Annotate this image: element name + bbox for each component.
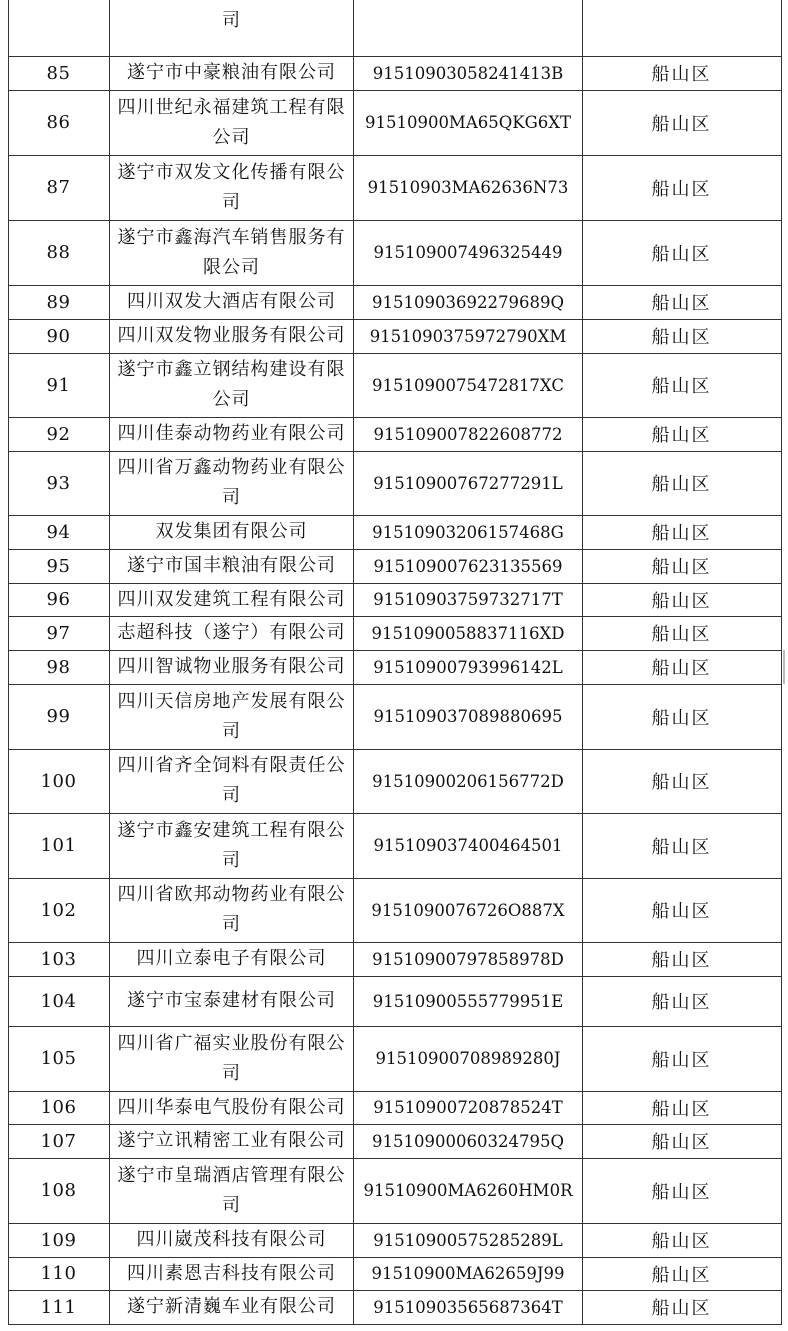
row-number-cell (8, 451, 109, 515)
credit-code-cell (354, 90, 582, 155)
company-name-cell-text: 四川省万鑫动物药业有限公司 (117, 457, 346, 508)
row-divider (8, 650, 781, 651)
row-divider (8, 1290, 781, 1291)
row-divider (8, 417, 781, 418)
row-number-cell (8, 583, 109, 616)
row-number-cell (8, 616, 109, 650)
credit-code-cell (354, 749, 582, 813)
credit-code-cell-text: 91510900MA62659J99 (371, 1264, 565, 1283)
company-name-cell (110, 1223, 353, 1257)
company-name-cell (110, 583, 353, 616)
credit-code-cell-text: 915109037400464501 (373, 836, 563, 855)
row-divider (8, 515, 781, 516)
row-number-cell (8, 976, 109, 1026)
district-cell (583, 1026, 780, 1091)
table-row (0, 1223, 788, 1257)
table-row (0, 549, 788, 583)
row-number-cell (8, 1223, 109, 1257)
row-number-cell (8, 220, 109, 285)
table-row (0, 1026, 788, 1091)
company-name-cell (110, 1257, 353, 1290)
district-cell (583, 90, 780, 155)
credit-code-cell (354, 155, 582, 220)
company-name-cell (110, 1091, 353, 1124)
company-name-cell-text: 四川立泰电子有限公司 (136, 948, 327, 969)
company-name-cell (110, 220, 353, 285)
company-name-cell (110, 942, 353, 976)
district-cell (583, 1223, 780, 1257)
district-cell-text: 船山区 (651, 1132, 712, 1153)
company-name-cell-text: 四川省齐全饲料有限责任公司 (117, 755, 346, 806)
row-divider (8, 1124, 781, 1125)
district-cell-text: 船山区 (651, 425, 712, 446)
row-divider (8, 976, 781, 977)
district-cell-text: 船山区 (651, 950, 712, 971)
district-cell (583, 285, 780, 319)
row-number-cell (8, 650, 109, 684)
district-cell (583, 1290, 780, 1324)
table-row (0, 616, 788, 650)
row-divider (8, 353, 781, 354)
credit-code-cell-text: 915109007496325449 (373, 243, 563, 262)
table-row (0, 1091, 788, 1124)
row-number-cell (8, 684, 109, 749)
table-row (0, 583, 788, 616)
row-number-cell-text: 94 (46, 521, 71, 543)
credit-code-cell (354, 616, 582, 650)
district-cell-text: 船山区 (651, 1049, 712, 1071)
district-cell (583, 749, 780, 813)
credit-code-cell (354, 285, 582, 319)
row-number-cell (8, 155, 109, 220)
district-cell-text: 船山区 (651, 624, 712, 645)
company-name-cell (110, 285, 353, 319)
company-name-cell-text: 四川省广福实业股份有限公司 (117, 1032, 346, 1084)
company-name-cell (110, 749, 353, 813)
district-cell-text: 船山区 (651, 1298, 712, 1319)
row-number-cell-text: 105 (40, 1048, 77, 1069)
credit-code-cell-text: 91510903692279689Q (372, 292, 564, 312)
row-divider (8, 1026, 781, 1027)
row-divider (8, 749, 781, 750)
table-row (0, 1290, 788, 1324)
district-cell-text: 船山区 (651, 243, 712, 265)
row-divider (8, 1257, 781, 1258)
credit-code-cell-text: 91510900793996142L (373, 657, 563, 677)
district-cell (583, 549, 780, 583)
district-cell-text: 船山区 (651, 1181, 712, 1203)
company-name-cell-text: 遂宁市鑫海汽车销售服务有限公司 (117, 226, 346, 278)
company-name-cell (110, 319, 353, 353)
row-number-cell (8, 1026, 109, 1091)
column-divider (109, 0, 110, 1325)
company-name-cell-text: 四川双发物业服务有限公司 (117, 325, 346, 346)
row-divider (8, 684, 781, 685)
column-divider (353, 0, 354, 1325)
district-cell (583, 684, 780, 749)
district-cell-text: 船山区 (651, 523, 712, 544)
company-name-cell-text: 遂宁市中豪粮油有限公司 (127, 62, 336, 83)
credit-code-cell-text: 91510900MA65QKG6XT (364, 113, 572, 132)
row-divider (8, 451, 781, 452)
row-divider (8, 1223, 781, 1224)
district-cell (583, 515, 780, 549)
company-name-cell (110, 616, 353, 650)
company-name-cell (110, 451, 353, 515)
row-number-cell-text: 103 (40, 948, 77, 970)
company-name-cell (110, 353, 353, 417)
company-name-cell-text: 遂宁新清巍车业有限公司 (127, 1296, 336, 1317)
company-name-cell (110, 1158, 353, 1223)
table-row (0, 1124, 788, 1158)
row-number-cell-text: 89 (46, 291, 71, 313)
credit-code-cell-text: 915109007822608772 (373, 424, 563, 444)
row-number-cell-text: 88 (46, 242, 71, 263)
company-name-cell-text: 四川素恩吉科技有限公司 (127, 1262, 336, 1284)
row-divider (8, 813, 781, 814)
credit-code-cell-text: 9151090075472817XC (371, 375, 565, 395)
row-number-cell (8, 749, 109, 813)
row-number-cell-text: 110 (40, 1263, 77, 1284)
row-number-cell-text: 101 (40, 835, 77, 856)
row-number-cell-text: 100 (40, 770, 77, 792)
company-name-cell-text: 遂宁市鑫安建筑工程有限公司 (117, 819, 346, 871)
row-number-cell-text: 98 (46, 656, 71, 678)
credit-code-cell-text: 91510903206157468G (372, 522, 564, 542)
district-cell-text: 船山区 (651, 557, 712, 578)
credit-code-cell-text: 91510903565687364T (373, 1297, 563, 1317)
district-cell-text: 船山区 (651, 590, 712, 612)
district-cell-text: 船山区 (651, 901, 712, 922)
row-divider (8, 942, 781, 943)
district-cell (583, 319, 780, 353)
row-divider (8, 1158, 781, 1159)
district-cell-text: 船山区 (651, 1231, 712, 1252)
credit-code-cell (354, 942, 582, 976)
credit-code-cell-text: 91510903759732717T (373, 590, 563, 609)
company-name-cell-text: 遂宁市国丰粮油有限公司 (127, 555, 336, 576)
row-number-cell-text: 93 (46, 472, 71, 494)
table-row (0, 220, 788, 285)
credit-code-cell-text: 9151090076726O887X (371, 900, 565, 920)
credit-code-cell (354, 813, 582, 878)
district-cell (583, 1124, 780, 1158)
credit-code-cell-text: 91510903058241413B (372, 63, 564, 83)
table-row (0, 749, 788, 813)
district-cell-text: 船山区 (651, 836, 712, 858)
company-name-cell (110, 549, 353, 583)
company-name-cell (110, 90, 353, 155)
credit-code-cell (354, 56, 582, 90)
credit-code-cell-text: 91510900555779951E (372, 991, 564, 1011)
company-name-cell (110, 0, 353, 56)
row-number-cell (8, 1158, 109, 1223)
row-number-cell-text: 97 (46, 622, 71, 644)
district-cell-text: 船山区 (651, 707, 712, 729)
company-name-cell (110, 813, 353, 878)
company-name-cell (110, 417, 353, 451)
company-name-cell (110, 976, 353, 1026)
company-name-cell (110, 56, 353, 90)
row-number-cell (8, 1290, 109, 1324)
credit-code-cell (354, 976, 582, 1026)
company-name-cell (110, 1290, 353, 1324)
company-name-cell (110, 1124, 353, 1158)
district-cell (583, 451, 780, 515)
row-number-cell (8, 1091, 109, 1124)
company-name-cell-text: 遂宁市宝泰建材有限公司 (127, 990, 336, 1011)
district-cell (583, 942, 780, 976)
company-name-cell-text: 四川世纪永福建筑工程有限公司 (117, 96, 346, 148)
company-name-cell-text: 遂宁立讯精密工业有限公司 (117, 1130, 346, 1151)
row-number-cell-text: 91 (46, 374, 71, 396)
company-name-cell-text: 四川佳泰动物药业有限公司 (117, 423, 346, 444)
district-cell (583, 56, 780, 90)
row-number-cell (8, 285, 109, 319)
credit-code-cell (354, 220, 582, 285)
row-number-cell-text: 102 (40, 899, 77, 921)
page-edge-mark (783, 650, 785, 684)
company-name-cell-text: 遂宁市皇瑞酒店管理有限公司 (117, 1164, 346, 1216)
company-name-cell-text: 四川双发大酒店有限公司 (127, 291, 336, 312)
district-cell-text: 船山区 (651, 376, 712, 397)
row-number-cell (8, 549, 109, 583)
table-row (0, 353, 788, 417)
company-name-cell-text: 四川崴茂科技有限公司 (136, 1229, 327, 1250)
credit-code-cell-text: 91510900060324795Q (372, 1131, 564, 1151)
column-divider (781, 0, 782, 1325)
credit-code-cell-text: 9151090375972790XM (369, 326, 567, 346)
row-number-cell-text: 107 (40, 1130, 77, 1152)
company-name-cell-text: 四川省欧邦动物药业有限公司 (117, 884, 346, 935)
district-cell (583, 155, 780, 220)
row-number-cell (8, 90, 109, 155)
row-number-cell (8, 1124, 109, 1158)
credit-code-cell (354, 1091, 582, 1124)
company-name-cell (110, 155, 353, 220)
credit-code-cell (354, 1158, 582, 1223)
credit-code-cell-text: 91510900MA6260HM0R (363, 1181, 573, 1200)
district-cell (583, 417, 780, 451)
district-cell-text: 船山区 (651, 474, 712, 495)
company-name-cell-text: 遂宁市双发文化传播有限公司 (117, 161, 346, 213)
credit-code-cell (354, 1223, 582, 1257)
table-row (0, 942, 788, 976)
row-number-cell (8, 878, 109, 942)
table-row (0, 684, 788, 749)
credit-code-cell-text: 91510900575285289L (373, 1230, 563, 1250)
district-cell (583, 1158, 780, 1223)
district-cell (583, 650, 780, 684)
district-cell (583, 878, 780, 942)
table-row (0, 451, 788, 515)
row-divider (8, 1324, 781, 1325)
row-divider (8, 90, 781, 91)
district-cell-text: 船山区 (651, 327, 712, 348)
table-row (0, 878, 788, 942)
credit-code-cell-text: 91510900206156772D (372, 771, 564, 791)
row-number-cell (8, 1257, 109, 1290)
district-cell-text: 船山区 (651, 113, 712, 135)
credit-code-cell-text: 91510900708989280J (375, 1049, 561, 1068)
credit-code-cell-text: 9151090058837116XD (371, 623, 565, 643)
table-row (0, 285, 788, 319)
district-cell (583, 616, 780, 650)
district-cell (583, 813, 780, 878)
row-number-cell-text: 108 (40, 1180, 77, 1201)
company-name-cell (110, 515, 353, 549)
credit-code-cell (354, 319, 582, 353)
row-number-cell (8, 813, 109, 878)
row-number-cell (8, 319, 109, 353)
table-row (0, 813, 788, 878)
credit-code-cell (354, 1026, 582, 1091)
row-number-cell-text: 86 (46, 112, 71, 133)
row-number-cell-text: 104 (40, 990, 77, 1012)
credit-code-cell (354, 417, 582, 451)
row-number-cell-text: 96 (46, 589, 71, 610)
company-name-cell-text: 四川双发建筑工程有限公司 (117, 588, 346, 610)
row-divider (8, 220, 781, 221)
row-divider (8, 56, 781, 57)
credit-code-cell (354, 549, 582, 583)
credit-code-cell (354, 650, 582, 684)
credit-code-cell-text: 915109007623135569 (373, 556, 563, 576)
row-number-cell (8, 515, 109, 549)
row-number-cell-text: 95 (46, 555, 71, 577)
row-number-cell-text: 87 (46, 177, 71, 198)
credit-code-cell (354, 878, 582, 942)
district-cell (583, 1091, 780, 1124)
row-number-cell-text: 106 (40, 1097, 77, 1118)
row-divider (8, 616, 781, 617)
column-divider (582, 0, 583, 1325)
credit-code-cell (354, 1290, 582, 1324)
row-number-cell-text: 90 (46, 325, 71, 347)
company-name-cell-text: 四川华泰电气股份有限公司 (117, 1096, 346, 1118)
district-cell-text: 船山区 (651, 178, 712, 200)
table-row (0, 1158, 788, 1223)
company-name-cell-text: 司 (222, 10, 241, 31)
table-row (0, 976, 788, 1026)
row-number-cell-text: 99 (46, 706, 71, 727)
row-divider (8, 549, 781, 550)
company-name-cell-text: 四川天信房地产发展有限公司 (117, 690, 346, 742)
row-number-cell (8, 353, 109, 417)
district-cell (583, 1257, 780, 1290)
credit-code-cell (354, 353, 582, 417)
row-number-cell-text: 111 (40, 1296, 77, 1318)
district-cell-text: 船山区 (651, 64, 712, 85)
table-row (0, 650, 788, 684)
credit-code-cell-text: 91510903MA62636N73 (367, 178, 569, 197)
district-cell-text: 船山区 (651, 293, 712, 314)
credit-code-cell-text: 91510900720878524T (373, 1098, 563, 1117)
row-divider (8, 319, 781, 320)
row-number-cell (8, 56, 109, 90)
credit-code-cell (354, 583, 582, 616)
credit-code-cell (354, 684, 582, 749)
row-number-cell (8, 417, 109, 451)
credit-code-cell-text: 91510900767277291L (373, 473, 563, 493)
row-number-cell (8, 942, 109, 976)
table-row (0, 319, 788, 353)
row-divider (8, 878, 781, 879)
row-number-cell-text: 85 (46, 62, 71, 84)
credit-code-cell-text: 915109037089880695 (373, 707, 563, 726)
table-row-partial (0, 0, 788, 56)
company-name-cell-text: 双发集团有限公司 (155, 521, 308, 542)
row-divider (8, 583, 781, 584)
credit-code-cell-text: 91510900797858978D (372, 949, 564, 969)
company-name-cell (110, 878, 353, 942)
district-cell-text: 船山区 (651, 1098, 712, 1120)
row-divider (8, 285, 781, 286)
district-cell (583, 353, 780, 417)
row-number-cell-text: 92 (46, 423, 71, 445)
district-cell (583, 220, 780, 285)
company-name-cell-text: 遂宁市鑫立钢结构建设有限公司 (117, 359, 346, 410)
district-cell-text: 船山区 (651, 1264, 712, 1286)
column-divider (8, 0, 9, 1325)
credit-code-cell (354, 1124, 582, 1158)
table-row (0, 90, 788, 155)
table-row (0, 1257, 788, 1290)
table-row (0, 155, 788, 220)
row-divider (8, 1091, 781, 1092)
row-divider (8, 155, 781, 156)
district-cell-text: 船山区 (651, 992, 712, 1013)
credit-code-cell (354, 451, 582, 515)
company-name-cell (110, 684, 353, 749)
district-cell-text: 船山区 (651, 658, 712, 679)
company-name-cell (110, 1026, 353, 1091)
credit-code-cell (354, 1257, 582, 1290)
table-row (0, 417, 788, 451)
table-row (0, 56, 788, 90)
row-number-cell-text: 109 (40, 1229, 77, 1251)
district-cell-text: 船山区 (651, 772, 712, 793)
district-cell (583, 0, 780, 56)
district-cell (583, 976, 780, 1026)
table-row (0, 515, 788, 549)
district-cell (583, 583, 780, 616)
credit-code-cell (354, 0, 582, 56)
credit-code-cell (354, 515, 582, 549)
company-name-cell-text: 志超科技（遂宁）有限公司 (117, 622, 346, 643)
company-name-cell (110, 650, 353, 684)
company-name-cell-text: 四川智诚物业服务有限公司 (117, 656, 346, 677)
